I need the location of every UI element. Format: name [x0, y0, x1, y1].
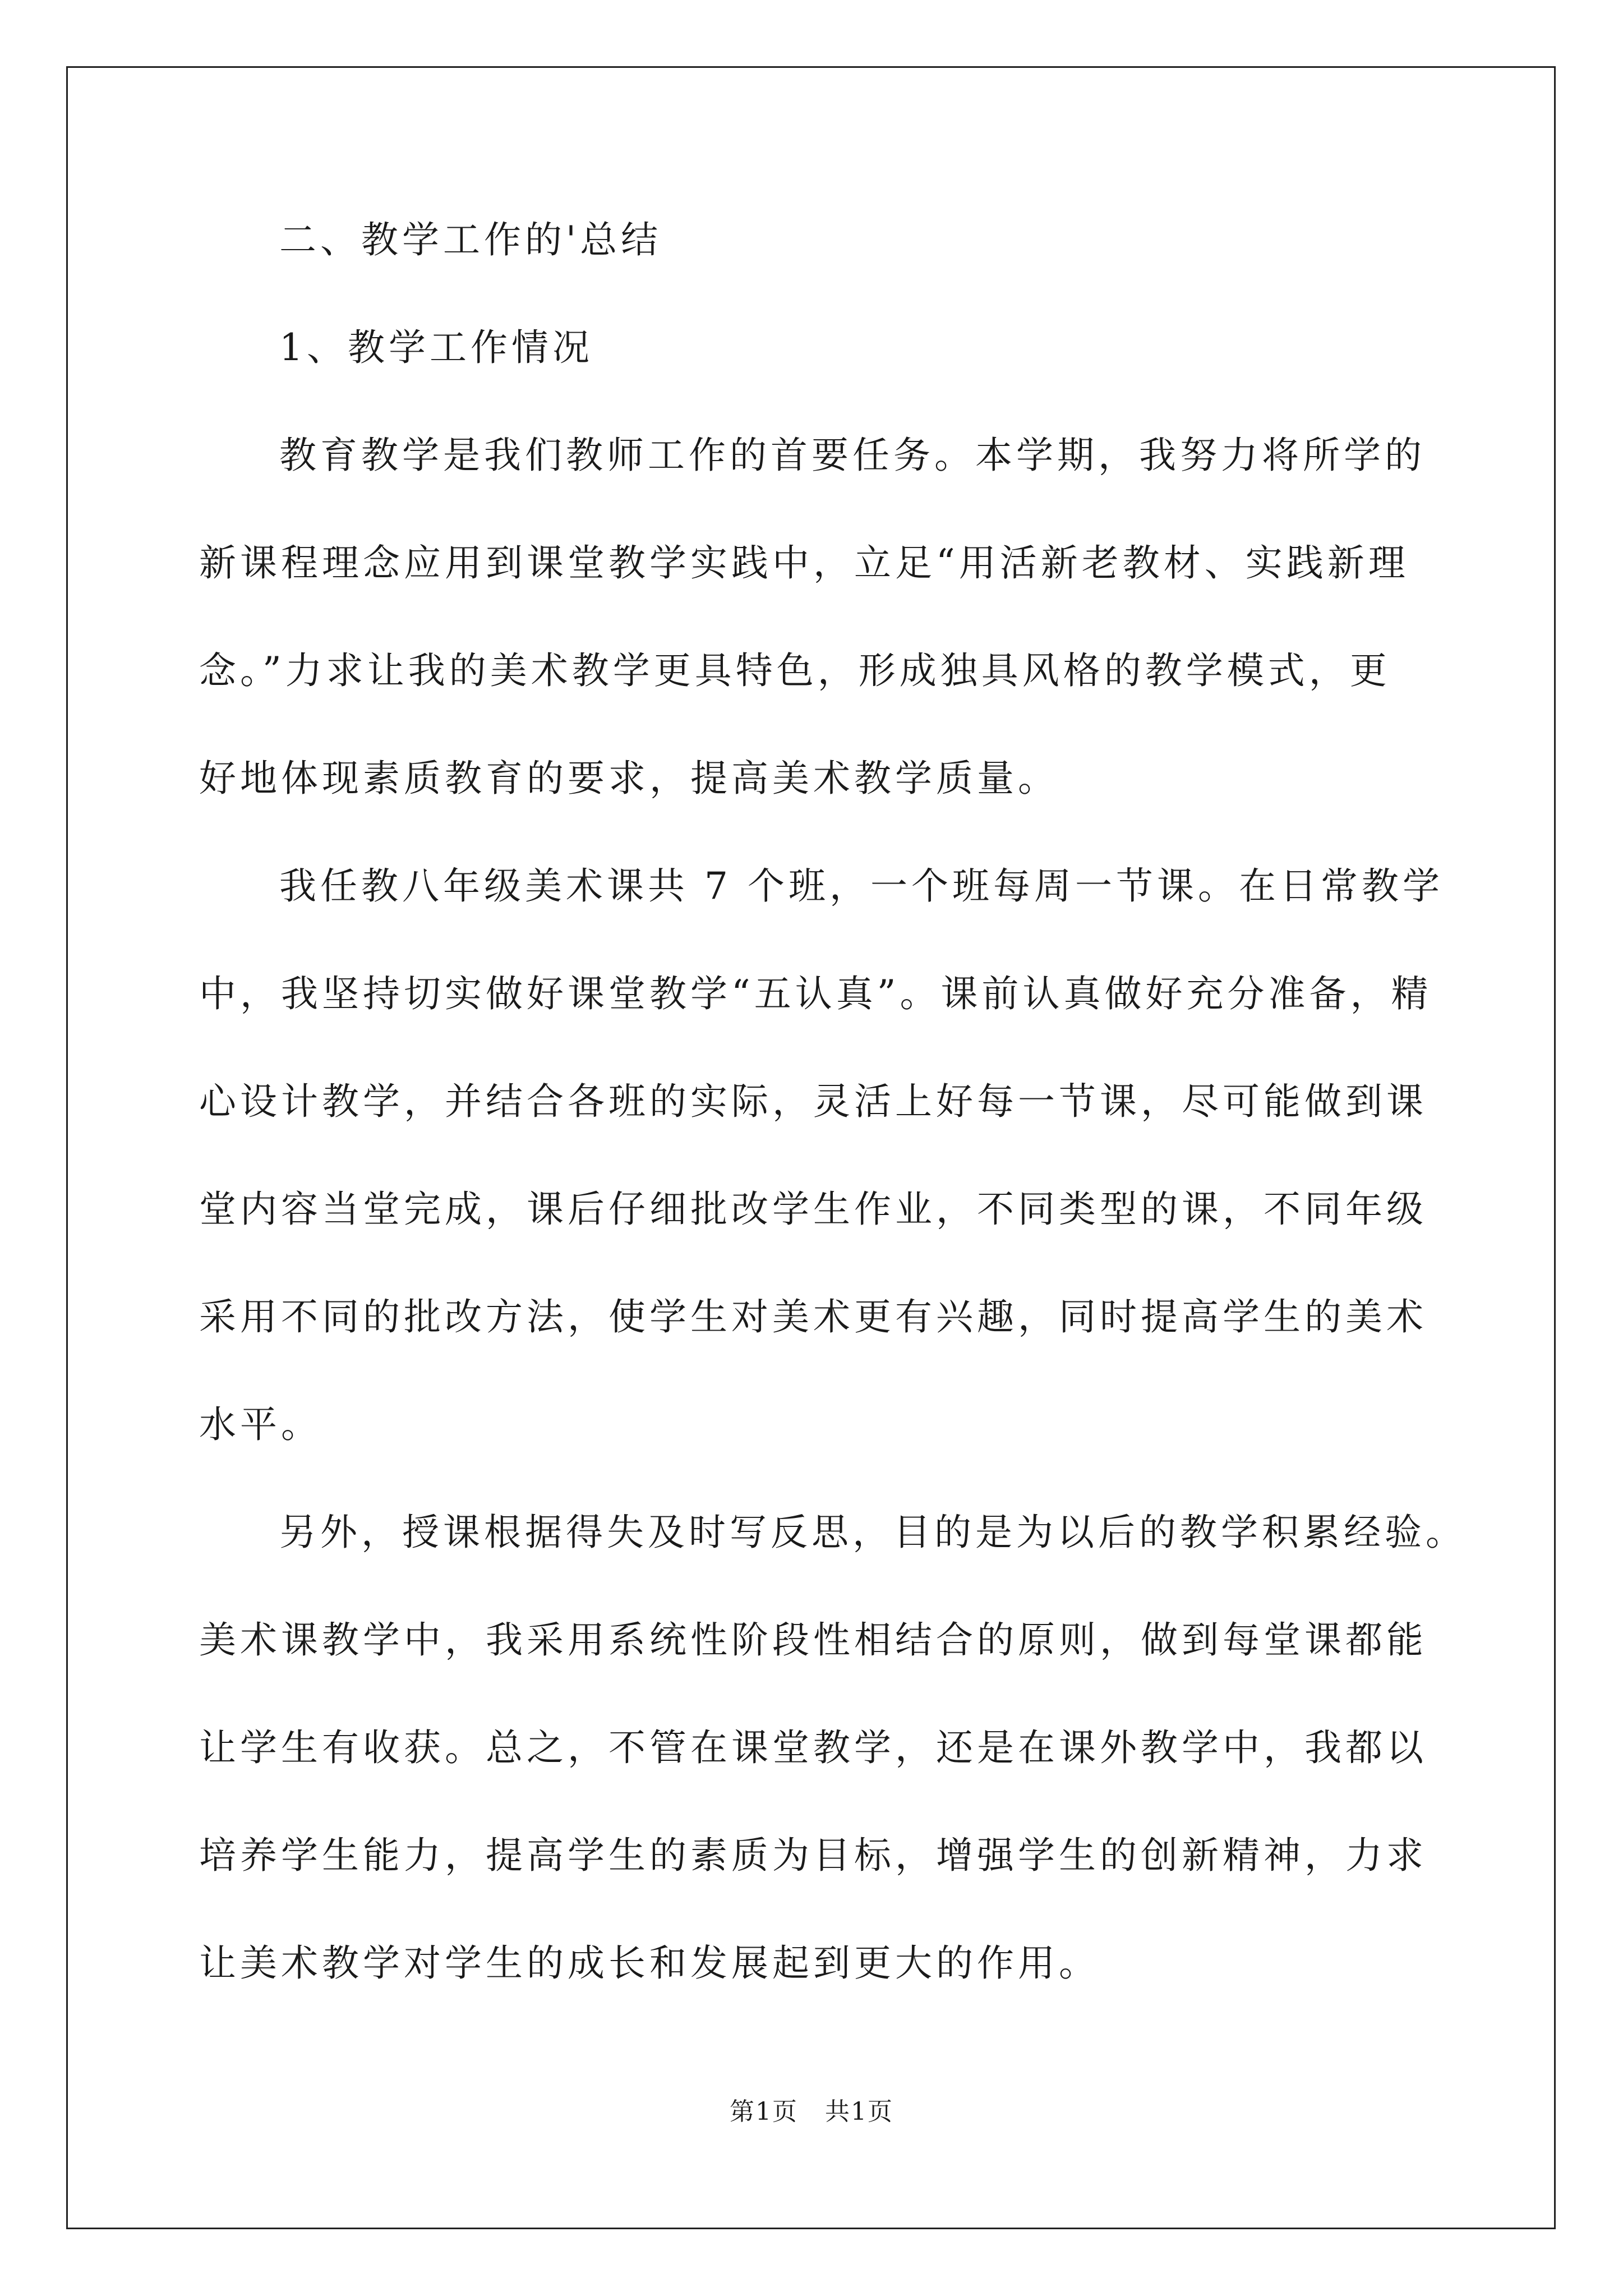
paragraph-line: 我任教八年级美术课共 7 个班，一个班每周一节课。在日常教学	[279, 864, 1444, 908]
paragraph-line: 念。”力求让我的美术教学更具特色，形成独具风格的教学模式，更	[199, 649, 1391, 692]
paragraph-line: 采用不同的批改方法，使学生对美术更有兴趣，同时提高学生的美术	[199, 1295, 1427, 1338]
paragraph-line: 新课程理念应用到课堂教学实践中，立足“用活新老教材、实践新理	[199, 541, 1409, 585]
page-footer	[0, 2095, 1623, 2129]
page-number-current: 第1页	[730, 2097, 798, 2126]
paragraph-line: 另外，授课根据得失及时写反思，目的是为以后的教学积累经验。	[279, 1511, 1467, 1554]
paragraph-line: 教育教学是我们教师工作的首要任务。本学期，我努力将所学的	[279, 434, 1426, 477]
paragraph-line: 让学生有收获。总之，不管在课堂教学，还是在课外教学中，我都以	[199, 1726, 1427, 1769]
paragraph-line: 培养学生能力，提高学生的素质为目标，增强学生的创新精神，力求	[199, 1834, 1427, 1877]
page-number-total: 共1页	[825, 2097, 893, 2126]
paragraph-line: 美术课教学中，我采用系统性阶段性相结合的原则，做到每堂课都能	[199, 1618, 1427, 1662]
paragraph-3	[199, 1506, 1467, 1990]
document-body	[199, 213, 1467, 2044]
paragraph-line: 心设计教学，并结合各班的实际，灵活上好每一节课，尽可能做到课	[199, 1080, 1427, 1123]
paragraph-line: 中，我坚持切实做好课堂教学“五认真”。课前认真做好充分准备，精	[199, 972, 1432, 1015]
subsection-heading: 1、教学工作情况	[279, 326, 593, 369]
paragraph-line: 好地体现素质教育的要求，提高美术教学质量。	[199, 757, 1059, 800]
paragraph-line: 水平。	[199, 1403, 322, 1446]
section-heading: 二、教学工作的'总结	[279, 218, 662, 261]
paragraph-line: 堂内容当堂完成，课后仔细批改学生作业，不同类型的课，不同年级	[199, 1188, 1427, 1231]
paragraph-1	[199, 429, 1433, 806]
paragraph-2	[199, 859, 1444, 1452]
paragraph-line: 让美术教学对学生的成长和发展起到更大的作用。	[199, 1941, 1100, 1985]
